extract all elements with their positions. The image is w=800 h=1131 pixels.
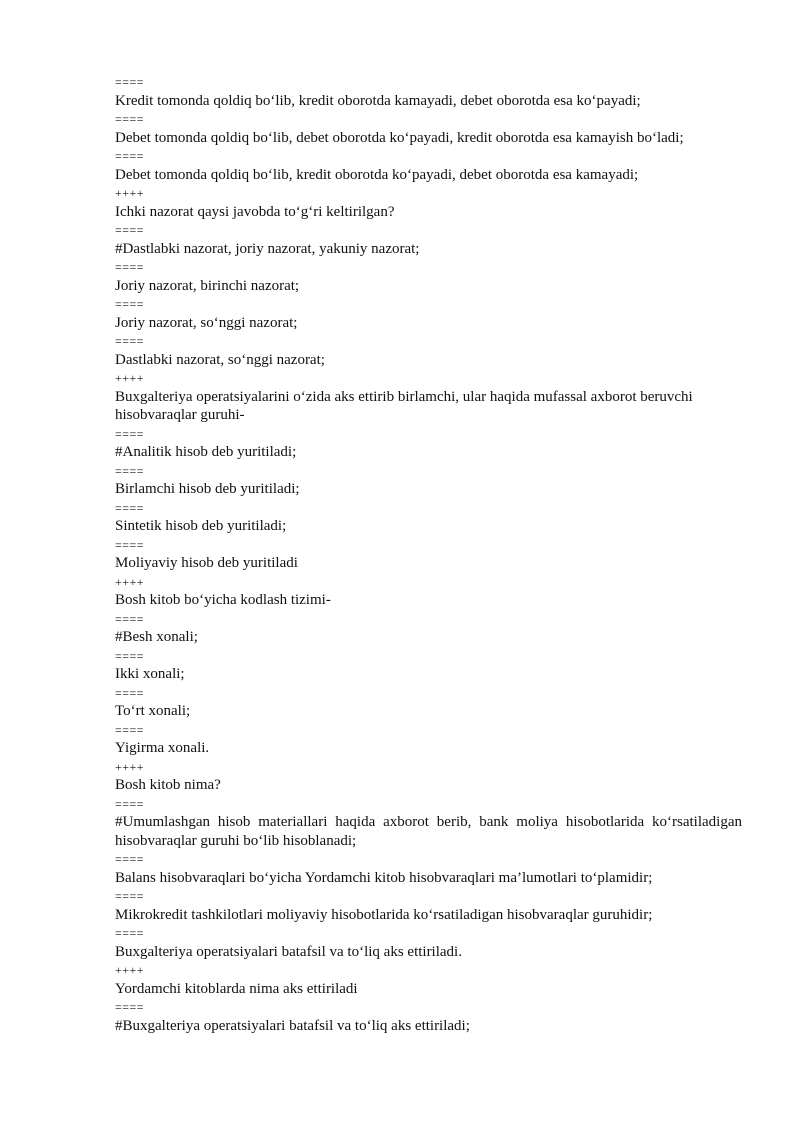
answer-separator: ====	[115, 297, 145, 311]
answer-separator: ====	[115, 500, 145, 515]
question-separator: ++++	[115, 574, 145, 589]
text-line: Joriy nazorat, so‘nggi nazorat;	[115, 314, 298, 331]
answer-separator: ====	[115, 149, 145, 163]
answer-separator: ====	[115, 685, 145, 700]
text-line: Sintetik hisob deb yuritiladi;	[115, 518, 287, 534]
text-line: #Buxgalteriya operatsiyalari batafsil va to‘liq aks ettiriladi;	[115, 1017, 470, 1034]
text-line: Debet tomonda qoldiq bo‘lib, kredit oborotda ko‘payadi, debet oborotda esa kamayadi;	[115, 166, 639, 183]
text-line: Joriy nazorat, birinchi nazorat;	[115, 277, 300, 294]
text-line: #Besh xonali;	[115, 629, 198, 645]
answer-separator: ====	[115, 260, 145, 274]
answer-separator: ====	[115, 796, 145, 811]
text-line: Yordamchi kitoblarda nima aks ettiriladi	[115, 980, 358, 997]
answer-separator: ====	[115, 889, 145, 903]
document-body	[115, 73, 742, 1035]
text-line: Birlamchi hisob deb yuritiladi;	[115, 481, 300, 497]
answer-separator: ====	[115, 334, 145, 348]
text-line: Mikrokredit tashkilotlari moliyaviy hisobotlarida ko‘rsatiladigan hisobvaraqlar guruhidir;	[115, 906, 653, 923]
answer-separator: ====	[115, 112, 145, 126]
text-line: Kredit tomonda qoldiq bo‘lib, kredit oborotda kamayadi, debet oborotda esa ko‘payadi;	[115, 92, 641, 109]
answer-separator: ====	[115, 648, 145, 663]
text-line: To‘rt xonali;	[115, 703, 191, 719]
answer-separator: ====	[115, 537, 145, 552]
answer-separator: ====	[115, 722, 145, 737]
text-line: Ichki nazorat qaysi javobda to‘g‘ri keltirilgan?	[115, 203, 395, 220]
question-separator: ++++	[115, 186, 145, 200]
answer-separator: ====	[115, 426, 145, 441]
text-line: Moliyaviy hisob deb yuritiladi	[115, 555, 298, 571]
question-separator: ++++	[115, 963, 145, 977]
answer-separator: ====	[115, 1000, 145, 1014]
question-separator: ++++	[115, 759, 145, 774]
text-line: #Dastlabki nazorat, joriy nazorat, yakuniy nazorat;	[115, 240, 420, 257]
question-text: Buxgalteriya operatsiyalarini o‘zida aks ettirib birlamchi, ular haqida mufassal axborot beruvchi hisobvaraqlar guruhi-	[115, 388, 693, 423]
answer-separator: ====	[115, 463, 145, 478]
text-line: Bosh kitob nima?	[115, 777, 221, 793]
answer-separator: ====	[115, 223, 145, 237]
text-line: Balans hisobvaraqlari bo‘yicha Yordamchi kitob hisobvaraqlari ma’lumotlari to‘plamidir;	[115, 869, 653, 886]
question-separator: ++++	[115, 371, 145, 385]
text-line: Dastlabki nazorat, so‘nggi nazorat;	[115, 351, 325, 368]
text-line: Ikki xonali;	[115, 666, 185, 682]
text-line: Bosh kitob bo‘yicha kodlash tizimi-	[115, 592, 331, 608]
text-line: Debet tomonda qoldiq bo‘lib, debet oborotda ko‘payadi, kredit oborotda esa kamayish bo‘ladi;	[115, 129, 684, 146]
text-line: #Analitik hisob deb yuritiladi;	[115, 444, 297, 460]
answer-separator: ====	[115, 75, 145, 89]
text-line: Buxgalteriya operatsiyalari batafsil va to‘liq aks ettiriladi.	[115, 943, 462, 960]
text-line: Yigirma xonali.	[115, 740, 210, 756]
answer-text: #Umumlashgan hisob materiallari haqida axborot berib, bank moliya hisobotlarida ko‘rsatiladigan hisobvaraqlar guruhi bo‘lib hisoblanadi;	[115, 814, 742, 849]
answer-separator: ====	[115, 926, 145, 940]
answer-separator: ====	[115, 852, 145, 866]
answer-separator: ====	[115, 611, 145, 626]
